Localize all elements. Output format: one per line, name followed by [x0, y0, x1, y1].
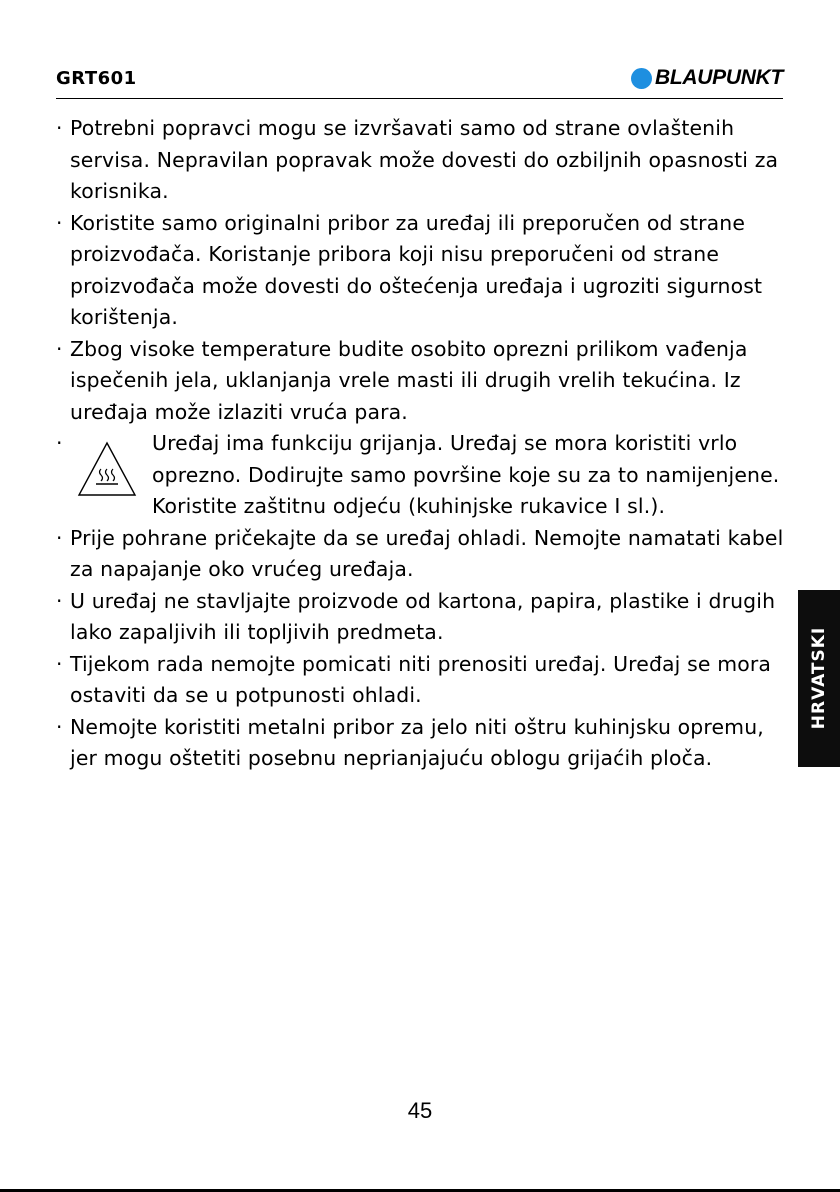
- item-text: Nemojte koristiti metalni pribor za jelo niti oštru kuhinjsku opremu, jer mogu oštetiti posebnu neprianjajuću oblogu grijaćih ploča.: [70, 714, 764, 770]
- brand-name: BLAUPUNKT: [655, 66, 783, 89]
- item-text: Zbog visoke temperature budite osobito oprezni prilikom vađenja ispečenih jela, uklanjanja vrele masti ili drugih vrelih tekućina. Iz uređaja može izlaziti vruća para.: [70, 336, 748, 424]
- item-text: Prije pohrane pričekajte da se uređaj ohladi. Nemojte namatati kabel za napajanje oko vrućeg uređaja.: [70, 525, 784, 581]
- brand-dot-icon: [631, 68, 652, 89]
- item-text: U uređaj ne stavljajte proizvode od kartona, papira, plastike i drugih lako zapaljivih ili topljivih predmeta.: [70, 588, 776, 644]
- page-header: [56, 66, 783, 94]
- warning-text: Uređaj ima funkciju grijanja. Uređaj se mora koristiti vrlo oprezno. Dodirujte samo površine koje su za to namijenjene. Koristite zaštitnu odjeću (kuhinjske rukavice I sl.).: [152, 431, 780, 518]
- bullet: ·: [56, 336, 63, 361]
- bullet: ·: [56, 651, 63, 676]
- bullet: ·: [56, 525, 63, 550]
- safety-instructions: [56, 113, 786, 775]
- list-item: [56, 208, 786, 334]
- list-item: [56, 113, 786, 208]
- language-tab-label: HRVATSKI: [809, 626, 829, 730]
- list-item: [56, 586, 786, 649]
- list-item: [56, 712, 786, 775]
- list-item: [56, 523, 786, 586]
- header-divider: [56, 98, 783, 99]
- brand-logo: [631, 66, 783, 90]
- bullet: ·: [56, 210, 63, 235]
- hot-surface-warning-icon: [76, 440, 138, 498]
- bullet: ·: [56, 714, 63, 739]
- hot-surface-warning: [56, 428, 786, 523]
- bullet: ·: [56, 116, 63, 140]
- model-number: GRT601: [56, 68, 137, 89]
- item-text: Potrebni popravci mogu se izvršavati samo od strane ovlaštenih servisa. Nepravilan popravak može dovesti do ozbiljnih opasnosti za korisnika.: [70, 116, 779, 203]
- list-item: [56, 649, 786, 712]
- language-tab: [798, 590, 840, 767]
- bullet: ·: [56, 588, 63, 613]
- list-item: [56, 334, 786, 429]
- page-number: 45: [407, 1098, 433, 1123]
- item-text: Koristite samo originalni pribor za uređaj ili preporučen od strane proizvođača. Koristanje pribora koji nisu preporučeni od strane proizvođača može dovesti do oštećenja uređaja i ugroziti sigurnost korištenja.: [70, 210, 763, 329]
- bullet: ·: [56, 431, 63, 455]
- item-text: Tijekom rada nemojte pomicati niti prenositi uređaj. Uređaj se mora ostaviti da se u potpunosti ohladi.: [70, 651, 772, 707]
